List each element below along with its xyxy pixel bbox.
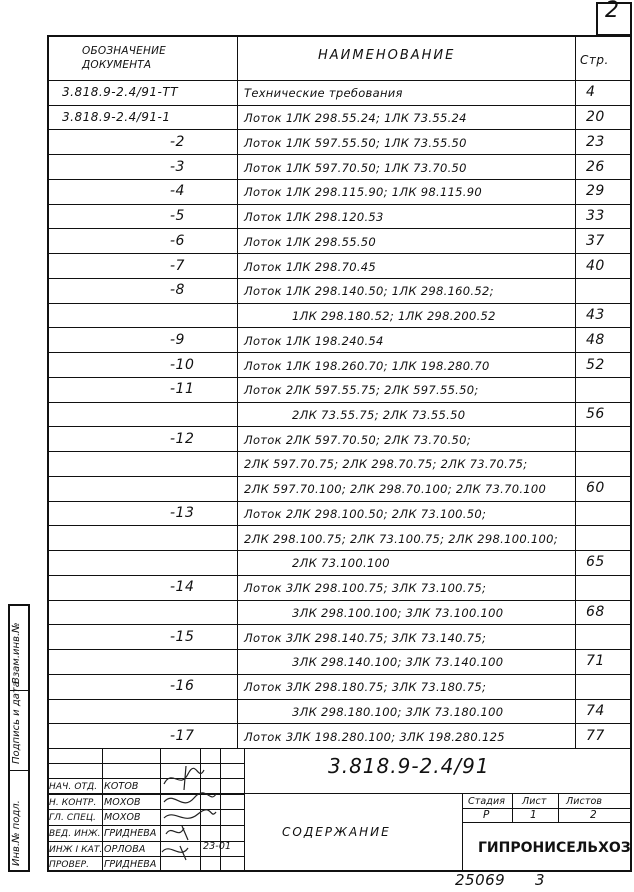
person-name: МОХОВ: [104, 796, 141, 808]
row-page: 43: [586, 307, 605, 324]
row-name: Лоток 1ЛК 198.240.54: [244, 333, 384, 348]
header-designation: ОБОЗНАЧЕНИЕ ДОКУМЕНТА: [82, 45, 166, 71]
row-code: -4: [170, 183, 185, 200]
sheets-value: 2: [590, 809, 597, 821]
row-name: Лоток 1ЛК 298.120.53: [244, 210, 384, 225]
row-name: Лоток 3ЛК 298.180.75; 3ЛК 73.180.75;: [244, 680, 487, 695]
row-page: 29: [586, 183, 605, 200]
row-page: 68: [586, 603, 605, 620]
row-name: Лоток 3ЛК 298.100.75; 3ЛК 73.100.75;: [244, 581, 487, 596]
sheet-value: 1: [530, 809, 537, 821]
row-page: 20: [586, 109, 605, 126]
row-name: Лоток 1ЛК 298.115.90; 1ЛК 98.115.90: [244, 185, 482, 200]
row-name: Лоток 1ЛК 597.55.50; 1ЛК 73.55.50: [244, 135, 467, 150]
header-page: Стр.: [580, 53, 609, 67]
row-name: 2ЛК 298.100.75; 2ЛК 73.100.75; 2ЛК 298.100.100;: [244, 531, 558, 546]
signature-marks: [158, 760, 248, 872]
row-name: Лоток 2ЛК 597.55.75; 2ЛК 597.55.50;: [244, 383, 479, 398]
sheet-label: Лист: [522, 796, 547, 807]
row-page: 40: [586, 257, 605, 274]
doc-title: СОДЕРЖАНИЕ: [282, 825, 391, 839]
row-page: 65: [586, 554, 605, 571]
row-page: 23: [586, 133, 605, 150]
person-name: ГРИДНЕВА: [104, 859, 157, 871]
row-page: 77: [586, 727, 605, 744]
row-code: -7: [170, 257, 185, 274]
row-name: Лоток 2ЛК 597.70.50; 2ЛК 73.70.50;: [244, 432, 471, 447]
row-page: 26: [586, 158, 605, 175]
row-code: -3: [170, 158, 185, 175]
row-page: 48: [586, 331, 605, 348]
person-name: МОХОВ: [104, 812, 141, 824]
row-name: 3ЛК 298.140.100; 3ЛК 73.140.100: [292, 655, 504, 670]
sheet-number: 2: [605, 0, 620, 23]
person-name: ОРЛОВА: [104, 843, 146, 855]
row-code: 3.818.9-2.4/91-ТТ: [62, 85, 179, 100]
row-code: -16: [170, 678, 195, 695]
row-name: Технические требования: [244, 86, 403, 101]
row-name: Лоток 3ЛК 198.280.100; 3ЛК 198.280.125: [244, 729, 505, 744]
stage-value: Р: [483, 809, 490, 821]
row-name: Лоток 1ЛК 298.55.24; 1ЛК 73.55.24: [244, 111, 467, 126]
row-name: Лоток 1ЛК 198.260.70; 1ЛК 198.280.70: [244, 358, 490, 373]
row-name: Лоток 1ЛК 298.140.50; 1ЛК 298.160.52;: [244, 284, 494, 299]
side-stamp-vzam-inv: Взам.инв.№: [11, 622, 22, 684]
row-name: 2ЛК 73.100.100: [292, 556, 390, 571]
row-code: -17: [170, 727, 195, 744]
row-name: 1ЛК 298.180.52; 1ЛК 298.200.52: [292, 309, 496, 324]
row-name: Лоток 2ЛК 298.100.50; 2ЛК 73.100.50;: [244, 506, 487, 521]
sheets-label: Листов: [566, 796, 603, 807]
row-name: 2ЛК 597.70.75; 2ЛК 298.70.75; 2ЛК 73.70.75;: [244, 457, 528, 472]
footer-sheet: 3: [535, 871, 546, 889]
row-name: 2ЛК 73.55.75; 2ЛК 73.55.50: [292, 408, 466, 422]
organization: ГИПРОНИСЕЛЬХОЗ: [478, 840, 631, 856]
row-name: Лоток 3ЛК 298.140.75; 3ЛК 73.140.75;: [244, 630, 487, 645]
row-code: -10: [170, 356, 195, 373]
row-name: Лоток 1ЛК 298.70.45: [244, 259, 377, 274]
person-role: ПРОВЕР.: [49, 860, 90, 871]
row-page: 74: [586, 702, 605, 719]
row-code: -2: [170, 133, 185, 150]
row-name: 2ЛК 597.70.100; 2ЛК 298.70.100; 2ЛК 73.70.100: [244, 482, 547, 497]
archive-number: 25069: [455, 871, 506, 889]
person-name: ГРИДНЕВА: [104, 828, 157, 839]
row-page: 56: [586, 406, 605, 422]
row-page: 37: [586, 232, 605, 249]
row-code: -13: [170, 504, 195, 521]
row-page: 60: [586, 480, 605, 497]
row-page: 52: [586, 356, 605, 373]
person-name: КОТОВ: [104, 781, 139, 792]
header-name: НАИМЕНОВАНИЕ: [318, 48, 456, 63]
row-page: 33: [586, 208, 605, 225]
person-role: ИНЖ I КАТ.: [49, 844, 103, 855]
person-role: НАЧ. ОТД.: [49, 782, 98, 792]
person-role: ВЕД. ИНЖ.: [49, 829, 101, 839]
row-code: -5: [170, 208, 185, 225]
row-code: -14: [170, 579, 195, 596]
side-stamp-inv-orig: Инв.№ подл.: [11, 800, 22, 866]
row-page: 71: [586, 653, 605, 670]
row-code: -8: [170, 282, 185, 299]
row-name: 3ЛК 298.180.100; 3ЛК 73.180.100: [292, 704, 504, 719]
signature-date: 23-01: [203, 841, 232, 852]
stage-label: Стадия: [468, 796, 506, 807]
row-page: 4: [586, 84, 596, 101]
row-name: Лоток 1ЛК 597.70.50; 1ЛК 73.70.50: [244, 160, 467, 175]
row-code: -11: [170, 381, 195, 398]
person-role: Н. КОНТР.: [49, 797, 97, 808]
row-code: -15: [170, 628, 195, 645]
row-name: 3ЛК 298.100.100; 3ЛК 73.100.100: [292, 605, 504, 620]
row-code: 3.818.9-2.4/91-1: [62, 110, 171, 125]
row-name: Лоток 1ЛК 298.55.50: [244, 234, 377, 249]
row-code: -9: [170, 331, 185, 348]
row-code: -6: [170, 232, 185, 249]
row-code: -12: [170, 430, 195, 447]
doc-code: 3.818.9-2.4/91: [328, 754, 490, 778]
person-role: ГЛ. СПЕЦ.: [49, 813, 96, 824]
side-stamp-sign-date: Подпись и дата: [11, 681, 22, 764]
